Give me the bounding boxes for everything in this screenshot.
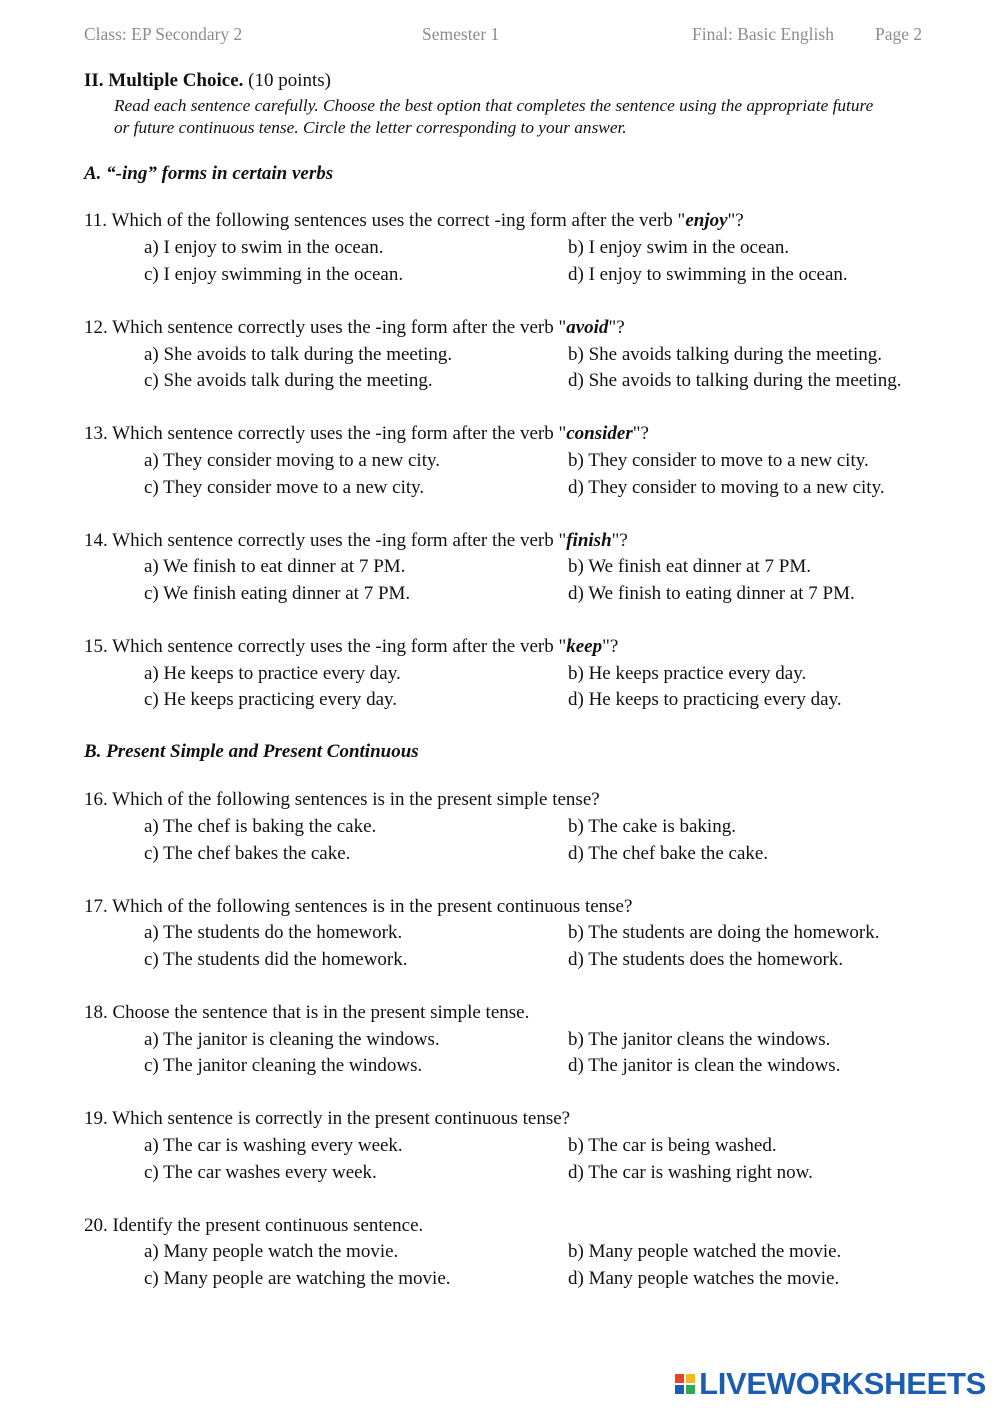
question-verb: avoid	[566, 316, 609, 338]
question-stem: 18. Choose the sentence that is in the present simple tense.	[84, 1001, 530, 1023]
question-stem: 20. Identify the present continuous sentence.	[84, 1214, 424, 1236]
question-verb: finish	[566, 529, 612, 551]
semester-label: Semester 1	[422, 24, 500, 44]
question-stem: 17. Which of the following sentences is in the present continuous tense?	[84, 895, 633, 917]
instructions-line-2: or future continuous tense. Circle the letter corresponding to your answer.	[114, 117, 627, 137]
options-grid	[144, 920, 944, 973]
option-b: b) They consider to move to a new city.	[568, 449, 869, 471]
option-c: c) The janitor cleaning the windows.	[144, 1055, 423, 1077]
option-d: d) The students does the homework.	[568, 948, 844, 970]
part-b-heading: B. Present Simple and Present Continuous	[84, 741, 419, 763]
question-item	[84, 1000, 944, 1080]
question-verb: consider	[566, 423, 633, 445]
option-b: b) The car is being washed.	[568, 1135, 777, 1157]
option-a: a) The car is washing every week.	[144, 1135, 403, 1157]
question-stem	[84, 315, 944, 342]
liveworksheets-logo	[675, 1366, 986, 1402]
option-c: c) She avoids talk during the meeting.	[144, 370, 433, 392]
question-item	[84, 787, 944, 867]
question-text: 12. Which sentence correctly uses the -ing form after the verb "	[84, 316, 567, 338]
option-a: a) She avoids to talk during the meeting.	[144, 343, 453, 365]
part-a-questions	[84, 208, 944, 714]
option-d: d) She avoids to talking during the meeting.	[568, 370, 902, 392]
question-item	[84, 421, 944, 501]
question-verb: enjoy	[685, 210, 728, 232]
option-c: c) We finish eating dinner at 7 PM.	[144, 583, 411, 605]
option-d: d) We finish to eating dinner at 7 PM.	[568, 583, 855, 605]
section-points: (10 points)	[248, 70, 331, 91]
option-b: b) He keeps practice every day.	[568, 662, 807, 684]
option-d: d) Many people watches the movie.	[568, 1268, 840, 1290]
page-header	[0, 24, 1000, 48]
question-item	[84, 1106, 944, 1186]
option-b: b) She avoids talking during the meeting.	[568, 343, 882, 365]
option-a: a) The chef is baking the cake.	[144, 815, 377, 837]
question-stem	[84, 421, 944, 448]
option-c: c) They consider move to a new city.	[144, 476, 425, 498]
instructions-line-1: Read each sentence carefully. Choose the best option that completes the sentence using the appropriate future	[114, 95, 874, 115]
option-a: a) The students do the homework.	[144, 922, 403, 944]
option-d: d) The chef bake the cake.	[568, 842, 769, 864]
option-a: a) They consider moving to a new city.	[144, 449, 441, 471]
option-c: c) The chef bakes the cake.	[144, 842, 351, 864]
question-item	[84, 208, 944, 288]
option-a: a) The janitor is cleaning the windows.	[144, 1028, 440, 1050]
option-a: a) Many people watch the movie.	[144, 1241, 399, 1263]
part-b-questions	[84, 787, 944, 1293]
section-title-text: II. Multiple Choice.	[84, 70, 244, 91]
question-item	[84, 634, 944, 714]
options-grid	[144, 554, 944, 607]
section-title	[84, 68, 944, 95]
options-grid	[144, 1133, 944, 1186]
logo-square-4	[686, 1385, 695, 1394]
question-text: 15. Which sentence correctly uses the -ing form after the verb "	[84, 636, 567, 658]
option-c: c) I enjoy swimming in the ocean.	[144, 263, 404, 285]
option-b: b) Many people watched the movie.	[568, 1241, 842, 1263]
question-text: 13. Which sentence correctly uses the -ing form after the verb "	[84, 423, 567, 445]
option-d: d) They consider to moving to a new city.	[568, 476, 885, 498]
options-grid	[144, 1027, 944, 1080]
option-a: a) He keeps to practice every day.	[144, 662, 401, 684]
option-c: c) He keeps practicing every day.	[144, 689, 398, 711]
question-stem: 19. Which sentence is correctly in the present continuous tense?	[84, 1108, 571, 1130]
option-d: d) I enjoy to swimming in the ocean.	[568, 263, 848, 285]
options-grid	[144, 342, 944, 395]
question-end: "?	[727, 210, 744, 232]
question-stem: 16. Which of the following sentences is in the present simple tense?	[84, 789, 600, 811]
question-text: 14. Which sentence correctly uses the -ing form after the verb "	[84, 529, 567, 551]
brand-name: LIVEWORKSHEETS	[699, 1366, 986, 1401]
option-c: c) Many people are watching the movie.	[144, 1268, 451, 1290]
question-text: 11. Which of the following sentences uses the correct -ing form after the verb "	[84, 210, 686, 232]
option-a: a) We finish to eat dinner at 7 PM.	[144, 556, 406, 578]
option-b: b) We finish eat dinner at 7 PM.	[568, 556, 811, 578]
options-grid	[144, 814, 944, 867]
logo-square-1	[675, 1374, 684, 1383]
page-number: Page 2	[875, 24, 923, 44]
options-grid	[144, 661, 944, 714]
question-end: "?	[608, 316, 625, 338]
logo-square-2	[686, 1374, 695, 1383]
options-grid	[144, 1239, 944, 1292]
worksheet-content	[84, 68, 944, 1319]
question-item	[84, 528, 944, 608]
option-d: d) The car is washing right now.	[568, 1161, 813, 1183]
question-stem	[84, 634, 944, 661]
exam-title: Final: Basic English	[692, 24, 834, 44]
question-item	[84, 1213, 944, 1293]
option-b: b) The students are doing the homework.	[568, 922, 880, 944]
option-d: d) The janitor is clean the windows.	[568, 1055, 841, 1077]
option-d: d) He keeps to practicing every day.	[568, 689, 842, 711]
question-stem	[84, 528, 944, 555]
class-label: Class: EP Secondary 2	[84, 24, 243, 44]
option-c: c) The car washes every week.	[144, 1161, 377, 1183]
question-stem	[84, 208, 944, 235]
options-grid	[144, 235, 944, 288]
option-b: b) The janitor cleans the windows.	[568, 1028, 831, 1050]
option-b: b) The cake is baking.	[568, 815, 736, 837]
option-a: a) I enjoy to swim in the ocean.	[144, 237, 384, 259]
instructions	[114, 95, 944, 139]
question-end: "?	[611, 529, 628, 551]
logo-icon	[675, 1374, 695, 1394]
logo-square-3	[675, 1385, 684, 1394]
question-end: "?	[632, 423, 649, 445]
question-item	[84, 315, 944, 395]
question-end: "?	[602, 636, 619, 658]
question-item	[84, 894, 944, 974]
part-a-heading: A. “-ing” forms in certain verbs	[84, 162, 334, 184]
option-c: c) The students did the homework.	[144, 948, 408, 970]
options-grid	[144, 448, 944, 501]
question-verb: keep	[566, 636, 603, 658]
option-b: b) I enjoy swim in the ocean.	[568, 237, 790, 259]
